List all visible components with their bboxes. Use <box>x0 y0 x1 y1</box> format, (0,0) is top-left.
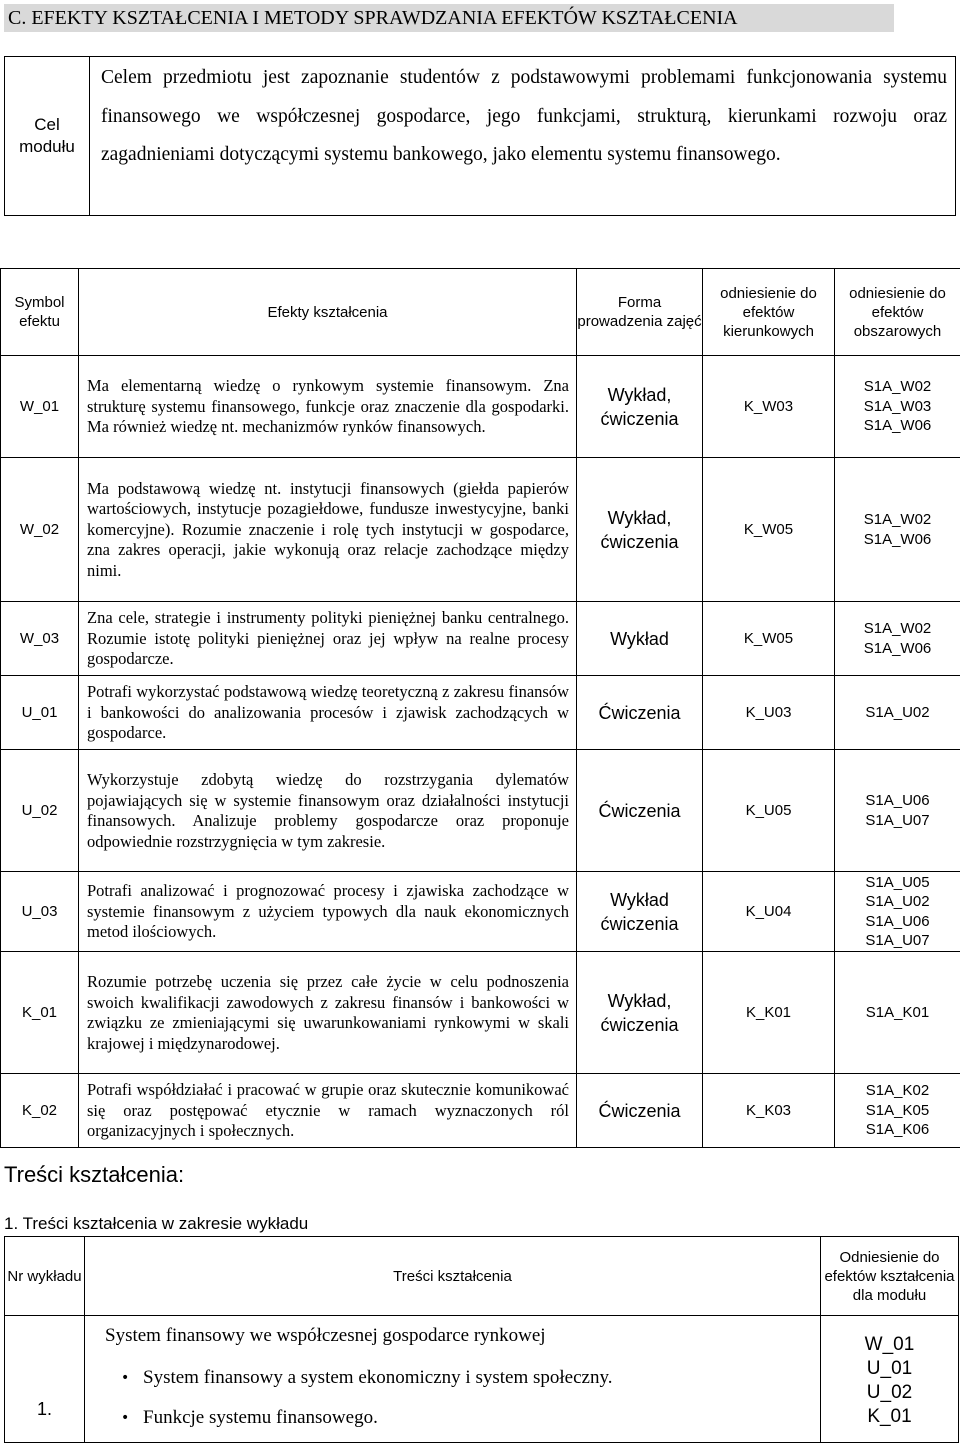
lecture-topic: System finansowy a system ekonomiczny i system społeczny. <box>143 1367 612 1388</box>
outcome-form: Wykład ćwiczenia <box>577 872 703 952</box>
header-outcomes: Efekty kształcenia <box>79 269 577 356</box>
outcome-area-reference: S1A_K01 <box>835 952 960 1074</box>
outcome-form: Wykład, ćwiczenia <box>577 952 703 1074</box>
outcome-description: Ma podstawową wiedzę nt. instytucji finansowych (giełda papierów wartościowych, instytucje pozagiełdowe, fundusze inwestycyjne, banki komercyjne). Rozumie znaczenie i rolę tych instytucji w gospodarce, zna zakres operacji, jakie wykonują oraz relacje zachodzące między nimi. <box>79 458 577 602</box>
outcome-area-reference: S1A_W02 S1A_W06 <box>835 602 960 676</box>
bullet-icon: • <box>121 1398 129 1438</box>
table-row <box>1 676 960 750</box>
outcome-description: Wykorzystuje zdobytą wiedzę do rozstrzygania dylematów pojawiających się w systemie finansowym oraz działalności instytucji finansowych. Analizuje problemy gospodarcze oraz proponuje odpowiednie rozstrzygnięcia w tym zakresie. <box>79 750 577 872</box>
outcome-form: Ćwiczenia <box>577 1074 703 1148</box>
outcome-form: Wykład <box>577 602 703 676</box>
outcome-area-reference: S1A_U06 S1A_U07 <box>835 750 960 872</box>
module-goal-label-text: Cel modułu <box>5 114 89 158</box>
lecture-content-table <box>4 1236 959 1443</box>
outcome-form: Ćwiczenia <box>577 750 703 872</box>
outcome-symbol: K_01 <box>1 952 79 1074</box>
lecture-content-subheading: 1. Treści kształcenia w zakresie wykładu <box>4 1212 308 1236</box>
outcome-major-reference: K_U04 <box>703 872 835 952</box>
outcome-symbol: W_03 <box>1 602 79 676</box>
outcome-description: Potrafi analizować i prognozować procesy i zjawiska zachodzące w systemie finansowym z użyciem typowych dla nauk ekonomicznych metod ilościowych. <box>79 872 577 952</box>
course-content-heading: Treści kształcenia: <box>4 1160 184 1190</box>
outcome-area-reference: S1A_U02 <box>835 676 960 750</box>
outcome-description: Zna cele, strategie i instrumenty polityki pieniężnej banku centralnego. Rozumie istotę polityki pieniężnej oraz jej wpływ na realne procesy gospodarcze. <box>79 602 577 676</box>
outcome-major-reference: K_U05 <box>703 750 835 872</box>
lecture-header-row <box>5 1237 959 1316</box>
header-lecture-number: Nr wykładu <box>5 1237 85 1316</box>
outcome-symbol: W_01 <box>1 356 79 458</box>
outcome-area-reference: S1A_U05 S1A_U02 S1A_U06 S1A_U07 <box>835 872 960 952</box>
outcome-area-reference: S1A_W02 S1A_W06 <box>835 458 960 602</box>
module-goal-label <box>5 57 90 215</box>
outcome-area-reference: S1A_W02 S1A_W03 S1A_W06 <box>835 356 960 458</box>
lecture-topic-list <box>105 1358 812 1438</box>
header-lecture-content: Treści kształcenia <box>85 1237 821 1316</box>
table-row <box>1 872 960 952</box>
outcome-symbol: U_01 <box>1 676 79 750</box>
list-item <box>105 1358 812 1398</box>
header-major-reference: odniesienie do efektów kierunkowych <box>703 269 835 356</box>
module-goal-table <box>4 56 956 216</box>
outcome-major-reference: K_U03 <box>703 676 835 750</box>
outcome-description: Ma elementarną wiedzę o rynkowym systemie finansowym. Zna strukturę systemu finansowego, funkcje oraz znaczenie dla gospodarki. Ma również wiedzę nt. mechanizmów rynków finansowych. <box>79 356 577 458</box>
section-title: C. EFEKTY KSZTAŁCENIA I METODY SPRAWDZANIA EFEKTÓW KSZTAŁCENIA <box>4 4 894 32</box>
bullet-icon: • <box>121 1358 129 1398</box>
header-symbol: Symbol efektu <box>1 269 79 356</box>
outcome-major-reference: K_K03 <box>703 1074 835 1148</box>
outcome-major-reference: K_W05 <box>703 602 835 676</box>
outcome-form: Wykład, ćwiczenia <box>577 458 703 602</box>
outcome-symbol: U_03 <box>1 872 79 952</box>
header-lecture-reference: Odniesienie do efektów kształcenia dla modułu <box>821 1237 959 1316</box>
table-row <box>1 458 960 602</box>
outcome-description: Rozumie potrzebę uczenia się przez całe życie w celu podnoszenia swoich kwalifikacji zawodowych z zakresu finansów i bankowości w związku ze zmieniającymi się uwarunkowaniami rynkowymi w skali krajowej i międzynarodowej. <box>79 952 577 1074</box>
outcome-major-reference: K_W05 <box>703 458 835 602</box>
table-row <box>1 952 960 1074</box>
table-row <box>5 1316 959 1443</box>
lecture-title: System finansowy we współczesnej gospodarce rynkowej <box>105 1322 812 1350</box>
table-row <box>1 602 960 676</box>
lecture-number: 1. <box>5 1316 85 1443</box>
module-goal-text: Celem przedmiotu jest zapoznanie studentów z podstawowymi problemami funkcjonowania systemu finansowego we współczesnej gospodarce, jego funkcjami, strukturą, kierunkami rozwoju oraz zagadnieniami dotyczącymi systemu bankowego, jako elementu systemu finansowego. <box>101 59 947 175</box>
outcome-symbol: W_02 <box>1 458 79 602</box>
learning-outcomes-table <box>0 268 960 1148</box>
outcome-symbol: U_02 <box>1 750 79 872</box>
lecture-content <box>85 1316 821 1443</box>
outcome-area-reference: S1A_K02 S1A_K05 S1A_K06 <box>835 1074 960 1148</box>
lecture-outcome-references: W_01 U_01 U_02 K_01 <box>821 1316 959 1443</box>
outcome-major-reference: K_W03 <box>703 356 835 458</box>
table-row <box>1 750 960 872</box>
outcome-symbol: K_02 <box>1 1074 79 1148</box>
learning-outcomes-header-row <box>1 269 960 356</box>
outcome-form: Wykład, ćwiczenia <box>577 356 703 458</box>
table-row <box>1 356 960 458</box>
outcome-description: Potrafi współdziałać i pracować w grupie oraz skutecznie komunikować się oraz postępować etycznie w ramach wyznaczonych ról organizacyjnych i społecznych. <box>79 1074 577 1148</box>
header-area-reference: odniesienie do efektów obszarowych <box>835 269 960 356</box>
outcome-description: Potrafi wykorzystać podstawową wiedzę teoretyczną z zakresu finansów i bankowości do analizowania procesów i zjawisk zachodzących w gospodarce. <box>79 676 577 750</box>
table-row <box>1 1074 960 1148</box>
outcome-form: Ćwiczenia <box>577 676 703 750</box>
outcome-major-reference: K_K01 <box>703 952 835 1074</box>
header-form: Forma prowadzenia zajęć <box>577 269 703 356</box>
list-item <box>105 1398 812 1438</box>
lecture-topic: Funkcje systemu finansowego. <box>143 1407 378 1428</box>
